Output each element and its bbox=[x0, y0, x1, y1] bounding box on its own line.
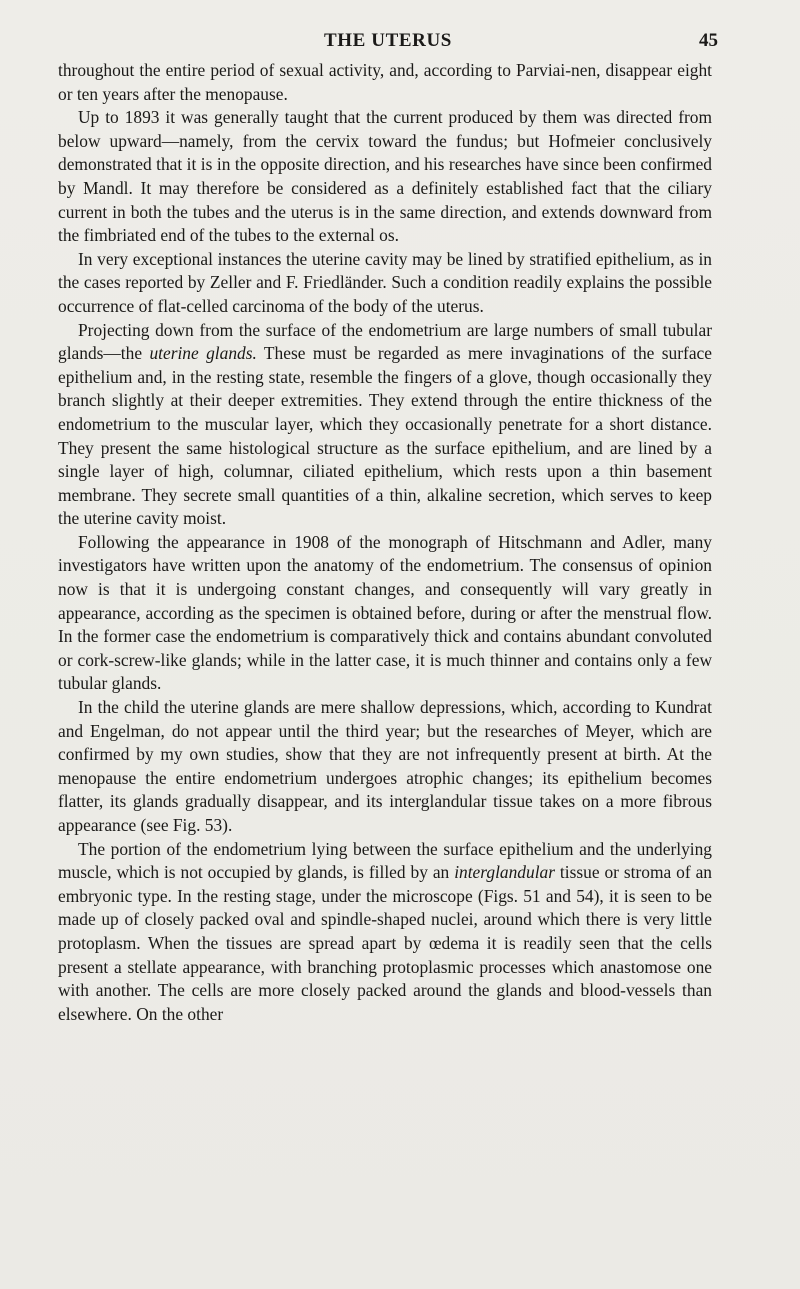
italic-term: uterine glands. bbox=[149, 343, 257, 364]
italic-term: interglandular bbox=[454, 862, 555, 883]
paragraph bbox=[58, 106, 712, 248]
paragraph-text: Following the appearance in 1908 of the monograph of Hitschmann and Adler, many investigators have written upon the anatomy of the endometrium. The consensus of opinion now is that it is undergoing constant changes, and consequently will vary greatly in appearance, according as the specimen is obtained before, during or after the menstrual flow. In the former case the endometrium is comparatively thick and contains abundant convoluted or cork-screw-like glands; while in the latter case, it is much thinner and contains only a few tubular glands. bbox=[58, 531, 712, 694]
running-title: THE UTERUS bbox=[324, 30, 452, 51]
paragraph bbox=[58, 531, 712, 696]
paragraph-text: Up to 1893 it was generally taught that the current produced by them was directed from below upward—namely, from the cervix toward the fundus; but Hofmeier conclusively demonstrated that it is in the opposite direction, and his researches have since been confirmed by Mandl. It may therefore be considered as a definitely established fact that the ciliary current in both the tubes and the uterus is in the same direction, and extends downward from the fimbriated end of the tubes to the external os. bbox=[58, 107, 712, 246]
paragraph-text: tissue or stroma of an embryonic type. In the resting stage, under the microscope (Figs. 51 and 54), it is seen to be made up of closely packed oval and spindle-shaped nuclei, around which there is very little protoplasm. When the tissues are spread apart by œdema it is readily seen that the cells present a stellate appearance, with branching protoplasmic processes which anastomose one with another. The cells are more closely packed around the glands and blood-vessels than elsewhere. On the other bbox=[58, 862, 712, 1024]
paragraph-text: In very exceptional instances the uterine cavity may be lined by stratified epithelium, as in the cases reported by Zeller and F. Friedländer. Such a condition readily explains the possible occurrence of flat-celled carcinoma of the body of the uterus. bbox=[58, 248, 712, 316]
paragraph-text: The portion of the endometrium lying between the surface epithelium and the underlying muscle, which is not occupied by glands, is filled by an bbox=[58, 838, 712, 883]
page-number: 45 bbox=[699, 30, 718, 51]
paragraph-text: throughout the entire period of sexual activity, and, according to Parviai-nen, disappear eight or ten years after the menopause. bbox=[58, 60, 712, 104]
paragraph bbox=[58, 59, 712, 106]
body-text bbox=[58, 59, 712, 1026]
paragraph-text: These must be regarded as mere invaginations of the surface epithelium and, in the resting state, resemble the fingers of a glove, though occasionally they branch slightly at their deeper extremities. They extend through the entire thickness of the endometrium to the muscular layer, which they occasionally penetrate for a short distance. They present the same histological structure as the surface epithelium, and are lined by a single layer of high, columnar, ciliated epithelium, which rests upon a thin basement membrane. They secrete small quantities of a thin, alkaline secretion, which serves to keep the uterine cavity moist. bbox=[58, 343, 712, 529]
paragraph-text: Projecting down from the surface of the endometrium are large numbers of small tubular glands—the bbox=[58, 319, 712, 364]
paragraph-text: In the child the uterine glands are mere shallow depressions, which, according to Kundrat and Engelman, do not appear until the third year; but the researches of Meyer, which are confirmed by my own studies, show that they are not infrequently present at birth. At the menopause the entire endometrium undergoes atrophic changes; its epithelium becomes flatter, its glands gradually disappear, and its interglandular tissue takes on a more fibrous appearance (see Fig. 53). bbox=[58, 697, 712, 835]
running-head bbox=[58, 30, 718, 56]
paragraph bbox=[58, 248, 712, 319]
paragraph bbox=[58, 319, 712, 531]
paragraph bbox=[58, 696, 712, 838]
paragraph bbox=[58, 838, 712, 1027]
